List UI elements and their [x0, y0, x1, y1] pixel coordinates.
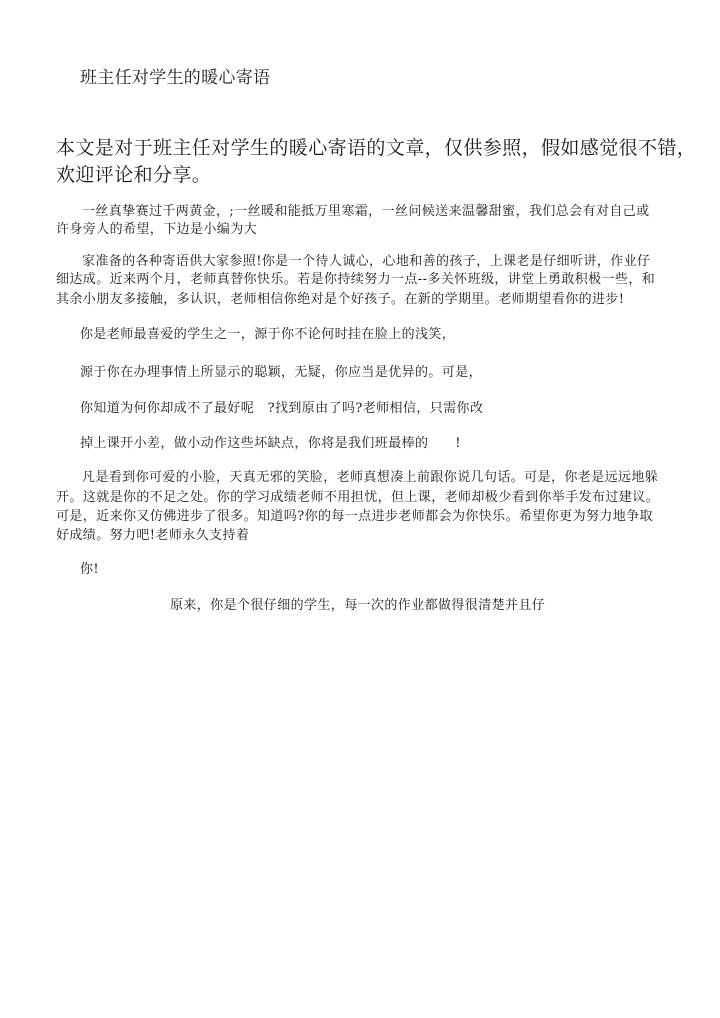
- body-line: 你是老师最喜爱的学生之一，源于你不论何时挂在脸上的浅笑，: [80, 327, 456, 342]
- body-line: 你知道为何你却成不了最好呢 ?找到原由了吗?老师相信，只需你改: [80, 401, 484, 416]
- body-line: 细达成。近来两个月，老师真替你快乐。若是你持续努力一点--多关怀班级，讲堂上勇敢积极一些，和: [56, 272, 656, 287]
- body-line: 许身旁人的希望，下边是小编为大: [56, 222, 258, 237]
- document-title: 班主任对学生的暖心寄语: [80, 68, 271, 88]
- body-line: 原来，你是个很仔细的学生，每一次的作业都做得很清楚并且仔: [170, 598, 546, 613]
- body-line: 可是，近来你又仿佛进步了很多。知道吗?你的每一点进步老师都会为你快乐。希望你更为努力地争取: [56, 509, 653, 524]
- intro-line: 本文是对于班主任对学生的暖心寄语的文章，仅供参照，假如感觉很不错，: [56, 137, 697, 159]
- body-line: 好成绩。努力吧!老师永久支持着: [56, 528, 250, 543]
- body-line: 家准备的各种寄语供大家参照!你是一个待人诚心，心地和善的孩子，上课老是仔细听讲，作业仔: [82, 254, 651, 269]
- body-line: 凡是看到你可爱的小脸，天真无邪的笑脸，老师真想凑上前跟你说几句话。可是，你老是远远地躲: [82, 470, 659, 485]
- body-line: 掉上课开小差，做小动作这些坏缺点，你将是我们班最棒的 !: [80, 436, 461, 451]
- body-line: 你!: [80, 562, 100, 577]
- intro-line: 欢迎评论和分享。: [56, 164, 212, 186]
- body-line: 源于你在办理事情上所显示的聪颖，无疑，你应当是优异的。可是，: [80, 365, 483, 380]
- body-line: 其余小朋友多接触，多认识，老师相信你绝对是个好孩子。在新的学期里。老师期望看你的进步!: [56, 292, 625, 307]
- body-line: 一丝真挚赛过千两黄金，;一丝暖和能抵万里寒霜，一丝问候送来温馨甜蜜，我们总会有对自己或: [82, 204, 650, 219]
- body-line: 开。这就是你的不足之处。你的学习成绩老师不用担忧，但上课，老师却极少看到你举手发布过建议。: [56, 490, 660, 505]
